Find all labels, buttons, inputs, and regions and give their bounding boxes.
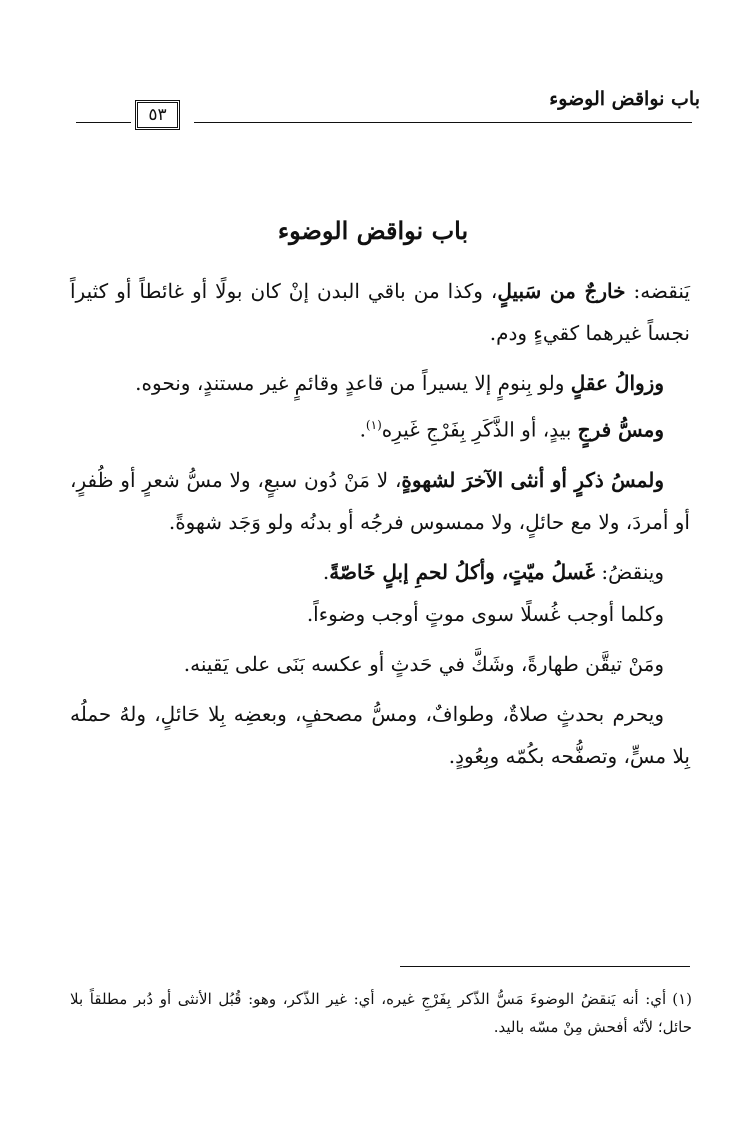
paragraph-text: ويحرم بحدثٍ صلاةٌ، وطوافٌ، ومسُّ مصحفٍ، وبعضِه بِلا حَائلٍ، ولهُ حملُه بِلا مسٍّ، وتصفُّحه بكُمّه وبِعُودٍ. (70, 701, 690, 768)
paragraph-lead: يَنقضه: (633, 279, 690, 303)
footnote-text: أي: أنه يَنقضُ الوضوءَ مَسُّ الذّكر بِفَرْجِ غيره، أي: غير الذّكر، وهو: قُبُل الأنثى أو دُبر مطلقاً بلا حائل؛ لأنّه أفحش مِنْ مسّه باليد. (70, 990, 692, 1036)
bold-phrase: ولمسُ ذكرٍ أو أنثى الآخرَ لشهوةٍ (401, 467, 664, 492)
paragraph-text: ومَنْ تيقَّن طهارةً، وشَكَّ في حَدثٍ أو عكسه بَنَى على يَقينه. (183, 651, 664, 676)
paragraph-2 (70, 362, 690, 404)
page-number: ٥٣ (135, 100, 180, 130)
paragraph-6 (70, 593, 690, 635)
paragraph-5 (70, 551, 690, 593)
paragraph-text: ، لا مَنْ دُون سبعٍ، ولا مسُّ شعرٍ أو ظُفرٍ، أو أمردَ، ولا مع حائلٍ، ولا ممسوس فرجُه أو بدنُه ولو وَجَد شهوةً. (70, 467, 690, 534)
paragraph-4 (70, 459, 690, 543)
paragraph-text: . (359, 417, 366, 442)
footnote-divider (400, 966, 690, 967)
paragraph-1 (70, 270, 690, 354)
bold-phrase: خارجٌ من سَبيلٍ (497, 279, 626, 303)
footnote-marker: (١) (672, 990, 692, 1008)
paragraph-text: ، وكذا من باقي البدن إنْ كان بولًا أو غائطاً أو كثيراً نجساً غيرهما كقيءٍ ودم. (70, 279, 690, 345)
header-rule-short (76, 122, 131, 123)
paragraph-text: ولو بِنومٍ إلا يسيراً من قاعدٍ وقائمٍ غير مستندٍ، ونحوه. (135, 371, 571, 395)
bold-phrase: غَسلُ ميّتٍ، وأكلُ لحمِ إبلٍ خَاصّةً (329, 559, 596, 584)
body-text (70, 270, 690, 777)
footnote (70, 985, 692, 1041)
header-rule (194, 122, 692, 123)
chapter-title: باب نواقض الوضوء (277, 216, 469, 245)
paragraph-7 (70, 643, 690, 685)
paragraph-text: بيدٍ، أو الذَّكَرِ بِفَرْجِ غَيرِه (381, 417, 578, 442)
bold-phrase: ومسُّ فرجٍ (577, 417, 664, 442)
footnote-reference[interactable]: (١) (365, 418, 382, 432)
paragraph-lead: وينقضُ: (601, 559, 664, 584)
running-title: باب نواقض الوضوء (549, 88, 700, 110)
paragraph-text: . (322, 559, 330, 584)
page-header (0, 0, 746, 140)
bold-phrase: وزوالُ عقلٍ (570, 371, 664, 395)
paragraph-3 (70, 404, 690, 451)
paragraph-8 (70, 693, 690, 777)
paragraph-text: وكلما أوجب غُسلًا سوى موتٍ أوجب وضوءاً. (306, 601, 664, 626)
